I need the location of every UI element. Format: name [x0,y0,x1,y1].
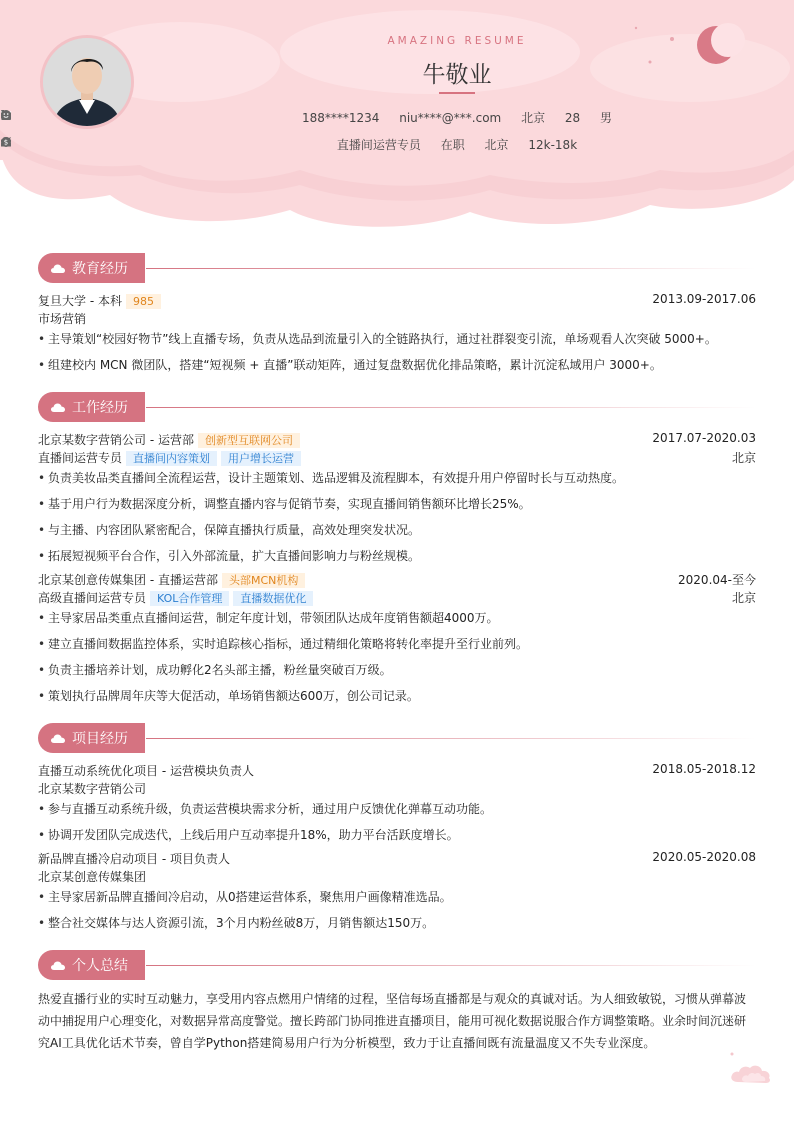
work-header [38,431,756,448]
project-header [38,850,756,867]
info-target-position [337,136,421,153]
work-date: 2020.04-至今 [678,573,756,587]
project-bullet: • 整合社交媒体与达人资源引流，3个月内粉丝破8万，月销售额达150万。 [38,914,756,931]
work-role-row [38,589,756,606]
work-header [38,571,756,588]
role-tag: 用户增长运营 [221,451,301,466]
company-tag: 创新型互联网公司 [198,433,300,448]
svg-text:$: $ [3,138,9,147]
project-bullet: • 协调开发团队完成迭代，上线后用户互动率提升18%，助力平台活跃度增长。 [38,826,756,843]
education-bullet: • 组建校内 MCN 微团队，搭建“短视频 + 直播”联动矩阵，通过复盘数据优化排品策略，累计沉淀私域用户 3000+。 [38,356,756,373]
role-tag: 直播数据优化 [233,591,313,606]
info-target-city [485,136,509,153]
project-header [38,762,756,779]
section-title-text: 项目经历 [72,731,128,747]
school-tag: 985 [126,294,161,309]
gender-value: 男 [600,111,613,125]
work-bullet: • 策划执行品牌周年庆等大促活动，单场销售额达600万，创公司记录。 [38,687,756,704]
education-header [38,292,756,309]
role-tag: KOL合作管理 [150,591,229,606]
section-title-pill [38,253,145,283]
work-bullet: • 建立直播间数据监控体系，实时追踪核心指标，通过精细化策略将转化率提升至行业前列。 [38,635,756,652]
work-city: 北京 [731,591,756,605]
resume-tagline: AMAZING RESUME [387,35,527,47]
education-bullet: • 主导策划“校园好物节”线上直播专场，负责从选品到流量引入的全链路执行，通过社群裂变引流，单场观看人次突破 5000+。 [38,330,756,347]
project-org: 北京某数字营销公司 [38,782,147,796]
age-value: 28 [564,111,581,125]
info-gender [600,109,612,126]
company-line: 北京某创意传媒集团 - 直播运营部 [38,573,218,587]
contact-row [0,109,794,126]
cloud-icon [50,733,66,744]
info-age [565,111,580,125]
name-underline [439,92,475,94]
salary-icon [0,136,12,148]
role-tag: 直播间内容策划 [126,451,217,466]
section-title-text: 教育经历 [72,261,128,277]
job-intent-row [0,136,794,153]
section-title-text: 个人总结 [72,958,128,974]
project-bullet: • 参与直播互动系统升级，负责运营模块需求分析，通过用户反馈优化弹幕互动功能。 [38,800,756,817]
status-value: 在职 [440,138,465,152]
section-title-pill [38,723,145,753]
section-divider [146,965,756,966]
smiley-icon [0,109,12,121]
section-divider [146,738,756,739]
info-phone [302,111,379,125]
education-major: 市场营销 [38,312,87,326]
work-role: 高级直播间运营专员 [38,591,147,605]
work-bullet: • 基于用户行为数据深度分析，调整直播内容与促销节奏，实现直播间销售额环比增长25%。 [38,495,756,512]
company-tag: 头部MCN机构 [222,573,305,588]
section-divider [146,407,756,408]
company-line: 北京某数字营销公司 - 运营部 [38,433,194,447]
work-bullet: • 负责主播培养计划，成功孵化2名头部主播，粉丝量突破百万级。 [38,661,756,678]
resume-header [0,0,794,230]
work-date: 2017.07-2020.03 [652,431,756,445]
work-role: 直播间运营专员 [38,451,123,465]
target-city-value: 北京 [484,138,509,152]
work-role-row [38,449,756,466]
project-title: 直播互动系统优化项目 - 运营模块负责人 [38,764,254,778]
project-date: 2020.05-2020.08 [652,850,756,864]
info-hometown [521,109,545,126]
section-title-pill [38,392,145,422]
education-date: 2013.09-2017.06 [652,292,756,306]
work-bullet: • 负责美妆品类直播间全流程运营，设计主题策划、选品逻辑及流程脚本，有效提升用户停留时长与互动热度。 [38,469,756,486]
candidate-name: 牛敬业 [422,62,492,88]
work-city: 北京 [731,451,756,465]
work-bullet: • 主导家居品类重点直播间运营，制定年度计划，带领团队达成年度销售额超4000万。 [38,609,756,626]
salary-value: 12k-18k [528,138,578,152]
phone-value: 188****1234 [301,111,380,125]
project-title: 新品牌直播冷启动项目 - 项目负责人 [38,852,230,866]
section-title-text: 工作经历 [72,400,128,416]
work-bullet: • 与主播、内容团队紧密配合，保障直播执行质量，高效处理突发状况。 [38,521,756,538]
target-position-value: 直播间运营专员 [336,138,421,152]
info-email [399,111,501,125]
email-value: niu****@***.com [399,111,502,125]
summary-text: 热爱直播行业的实时互动魅力，享受用内容点燃用户情绪的过程，坚信每场直播都是与观众的真诚对话。为人细致敏锐，习惯从弹幕波动中捕捉用户心理变化，对数据异常高度警觉。擅长跨部门协同推进直播项目，能用可视化数据说服合作方调整策略。业余时间沉迷研究AI工具优化话术节奏，曾自学Python搭建简易用户行为分析模型，致力于让直播间既有流量温度又不失专业深度。 [38,992,747,1050]
project-org: 北京某创意传媒集团 [38,870,147,884]
section-title-pill [38,950,145,980]
section-divider [146,268,756,269]
school-degree: 复旦大学 - 本科 [38,294,122,308]
decorative-cloud-icon [726,1048,786,1088]
project-date: 2018.05-2018.12 [652,762,756,776]
project-bullet: • 主导家居新品牌直播间冷启动，从0搭建运营体系，聚焦用户画像精准选品。 [38,888,756,905]
cloud-icon [50,402,66,413]
info-status [441,136,465,153]
work-bullet: • 拓展短视频平台合作，引入外部流量，扩大直播间影响力与粉丝规模。 [38,547,756,564]
hometown-value: 北京 [521,111,546,125]
cloud-icon [50,263,66,274]
cloud-icon [50,960,66,971]
